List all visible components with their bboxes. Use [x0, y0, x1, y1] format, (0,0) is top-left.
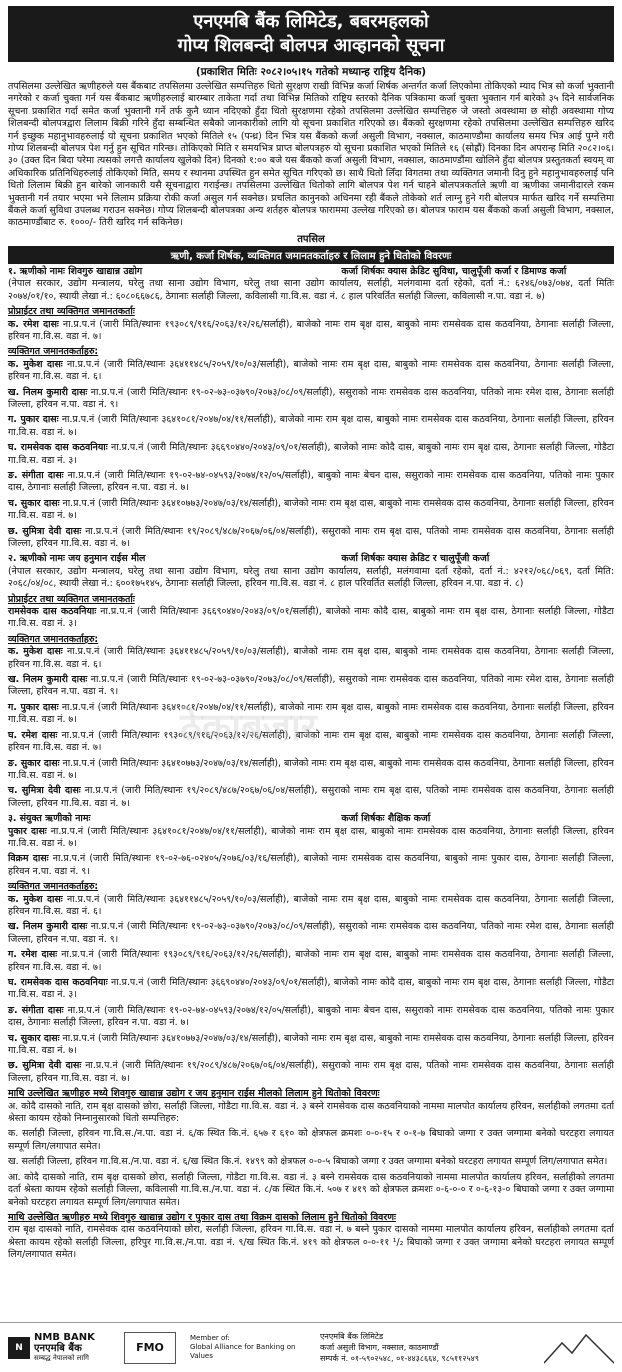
- person-details: ना.प्र.प.नं (जारी मिति/स्थानः १९-०२-७३-०३७९०/२०७३/०८/०९/सर्लाही), ससुराको नामः रामसेवक दास कठवनिया, पतिको नामः रमेश दास, ठेगानाः सर्लाही जिल्ला, हरिवन न.पा. वडा नं. ९।: [8, 674, 614, 698]
- person-name: ङ. सुकार दासः: [8, 757, 60, 769]
- fmo-logo: FMO: [124, 1332, 176, 1364]
- person-details: ना.प्र.प.नं (जारी मिति/स्थानः १९-०२-७४-०४५९३/२०७४/१२/०५/सर्लाही), बाबुको नामः बेचन दास, ससुराको नामः रामसेवक दास कठवनिया, पतिको नामः पुकार दास, ठेगानाः सर्लाही जिल्ला, हरिवन न.पा. वडा नं. ७।: [8, 1004, 615, 1029]
- gabv-block: [190, 1334, 310, 1361]
- guarantor-entry: [8, 414, 614, 439]
- guarantor-entry: [8, 470, 614, 495]
- nmb-logo: [8, 1332, 118, 1363]
- collateral-a-intro: अ. कोदै दासको नाति, राम बृक्ष दासको छोरा, सर्लाही जिल्ला, गोडैटा गा.वि.स. वडा नं. ३ बस्ने रामसेवक दास कठवनियाको नाममा मालपोत कार्यालय हरिवन, सर्लाहीको लगतमा दर्ता श्रेस्ता कायम रहेको निम्नानुसारको धितो सम्पत्तिहरु:: [8, 1100, 614, 1125]
- bank-name-np: एनएमबि बैंक: [34, 1343, 82, 1354]
- addr-line-1: एनएमबि बैंक लिमिटेड: [320, 1332, 384, 1341]
- person-name: पुकार दासः: [8, 825, 47, 837]
- registration-details: (नेपाल सरकार, उद्योग मन्त्रालय, घरेलु तथा साना उद्योग विभाग, घरेलु तथा साना उद्योग कार्यालय, सर्लाही, मलंगवामा दर्ता रहेको, दर्ता नं.: ४२१२/०६८/०६९, दर्ता मिति: २०६८/०४/०८, स्थायी लेखा नं.: ६००१७५१४५, ठेगानाः सर्लाही जिल्ला, हरिवन गा.वि.स. वडा नं. ८ हाल परिवर्तित सर्लाही जिल्ला, हरिवन न.पा. वडा नं. ८): [8, 565, 614, 590]
- person-details: ना.प्र.प.नं (जारी मिति/स्थानः ३६४१०७७३/२०४७/०३/१४/सर्लाही), बाजेको नामः राम बृक्ष दास, बाबुको नामः रामसेवक दास कठवनिया, ठेगानाः सर्लाही जिल्ला, हरिवन गा.वि.स. वडा नं. ७।: [8, 1032, 615, 1057]
- person-details: ना.प्र.प.नं (जारी मिति/स्थानः १९/२०८९/४८७/२०६७/०६/०४/सर्लाही), ससुराको नामः राम बृक्ष दास, पतिको नामः रामसेवक दास कठवनिया, ठेगानाः सर्लाही जिल्ला, हरिवन गा.वि.स. वडा नं. ७।: [8, 785, 614, 809]
- person-details: ना.प्र.प.नं (जारी मिति/स्थानः १९-०२-७३-०३७९०/२०७३/०८/०९/सर्लाही), ससुराको नामः रामसेवक दास कठवनिया, पतिको नामः रमेश दास, ठेगानाः सर्लाही जिल्ला, हरिवन न.पा. वडा नं. ९।: [8, 386, 614, 410]
- guarantor-heading: व्यक्तिगत जमानतकर्ताहरु:: [8, 346, 99, 358]
- member-label: Member of:: [190, 1334, 230, 1342]
- borrower-section: [8, 553, 614, 810]
- person-details: ना.प्र.प.नं (जारी मिति/स्थानः १९/२०८९/४८७/२०६७/०६/०४/सर्लाही), ससुराको नामः राम बृक्ष दास, पतिको नामः रामसेवक दास कठवनिया, ठेगानाः सर्लाही जिल्ला, हरिवन गा.वि.स. वडा नं. ७।: [8, 1060, 614, 1084]
- person-name: च. सुकार दासः: [8, 497, 60, 509]
- person-details: ना.प्र.प.नं (जारी मिति/स्थानः ३६६९०४४०/२०४३/०९/०१/सर्लाही), बाजेको नामः कोदै दास, बाबुको नामः राम बृक्ष दास, ठेगानाः सर्लाही जिल्ला, गोडैटा गा.वि.स. वडा नं. ३।: [8, 606, 614, 630]
- collateral-heading-1: माथि उल्लेखित ऋणीहरु मध्ये शिवगुरु खाद्यान्न उद्योग र जय हनुमान राईस मीलको लिलाम हुने धितोको विवरणः: [8, 1088, 380, 1100]
- person-name: च. सुमित्रा देवी दासः: [8, 785, 81, 797]
- person-name: ख. निलम कुमारी दासः: [8, 921, 88, 933]
- proprietor-heading: प्रोप्राईटर तथा व्यक्तिगत जमानतकर्ताः: [8, 306, 135, 318]
- borrower-row: [8, 266, 614, 278]
- person-details: ना.प्र.प.नं (जारी मिति/स्थानः ३६६९०४४०/२०४३/०९/०१/सर्लाही), बाजेको नामः कोदै दास, बाबुको नामः राम बृक्ष दास, ठेगानाः सर्लाही जिल्ला, गोडैटा गा.वि.स. वडा नं. ३।: [8, 977, 614, 1001]
- publish-date: (प्रकाशित मितिः २०८२।०५।१५ गतेको मध्यान्ह राष्ट्रिय दैनिक): [195, 66, 427, 78]
- schedule-title: तपसिल: [297, 233, 325, 245]
- borrower-name: १. ऋणीको नामः शिवगुरु खाद्यान्न उद्योग: [8, 265, 143, 277]
- person-details: ना.प्र.प.नं (जारी मिति/स्थानः ३६४१०७७३/२०४७/०३/१४/सर्लाही), बाजेको नामः राम बृक्ष दास, बाबुको नामः रामसेवक दास कठवनिया, ठेगानाः सर्लाही जिल्ला, हरिवन गा.वि.स. वडा नं. ७।: [8, 757, 615, 781]
- person-name: घ. रामसेवक दास कठवनियाः: [8, 442, 108, 454]
- person-name: ङ. संगीता दासः: [8, 469, 64, 481]
- guarantor-heading: व्यक्तिगत जमानतकर्ताहरु:: [8, 633, 99, 645]
- person-name: घ. रमेश दासः: [8, 729, 58, 741]
- person-name: ख. निलम कुमारी दासः: [8, 674, 88, 686]
- guarantor-entry: [8, 387, 614, 412]
- guarantor-entry: [8, 1005, 614, 1030]
- person-name: ग. रमेश दासः: [8, 949, 58, 961]
- collateral-section: [8, 1088, 614, 1261]
- addr-line-2: कर्जा असुली विभाग, नक्साल, काठमाण्डौं: [320, 1343, 439, 1352]
- guarantor-entry: [8, 674, 614, 699]
- person-details: ना.प्र.प.नं (जारी मिति/स्थानः १९/२०८९/४८७/२०६७/०६/०४/सर्लाही), ससुराको नामः राम बृक्ष दास, पतिको नामः रामसेवक दास कठवनिया, ठेगानाः सर्लाही जिल्ला, हरिवन गा.वि.स. वडा नं. ७।: [8, 525, 614, 549]
- person-details: ना.प्र.प.नं (जारी मिति/स्थानः ३६४११४८५/२०५९/१०/०३/सर्लाही), बाजेको नामः राम बृक्ष दास, बाबुको नामः रामसेवक दास कठवनिया, ठेगानाः सर्लाही जिल्ला, हरिवन गा.वि.स. वडा नं. ६।: [8, 358, 614, 383]
- proprietor-entry: [8, 319, 614, 344]
- person-details: ना.प्र.प.नं (जारी मिति/स्थानः १९३०८९/९१६/२०६३/१२/२६/सर्लाही), बाजेको नामः राम बृक्ष दास, बाबुको नामः रामसेवक दास कठवनिया, ठेगानाः सर्लाही जिल्ला, हरिवन गा.वि.स. वडा नं. ७।: [8, 729, 614, 754]
- collateral-aa: आ. कोदै दासको नाति, राम बृक्ष दासको छोरा, सर्लाही जिल्ला, गोडैटा गा.वि.स. वडा नं. ३ बस्ने रामसेवक दास कठवनियाको नाममा मालपोत कार्यालय हरिवन, सर्लाहीको लगतमा दर्ता श्रेस्ता कायम रहेको सर्लाही जिल्ला, कविलासी गा.वि.स./न.पा. वडा नं. ८/क स्थित कि.नं. ५०७ र ४१९ को क्षेत्रफल क्रमशः ०-६-०-० र ०-६-१३-० बिघाको जग्गा र उक्त जग्गामा बनेको घरटहरा लगायत सम्पूर्ण लिग/लगापात समेत।: [8, 1171, 614, 1208]
- person-name: ख. निलम कुमारी दासः: [8, 386, 88, 398]
- collateral-a-ka: क. सर्लाही जिल्ला, हरिवन गा.वि.स./न.पा. वडा नं. ६/क स्थित कि.नं. ६५७ र ६१० को क्षेत्रफल क्रमशः ०-०-१५ र ०-१-७ बिघाको जग्गा र उक्त जग्गामा बनेको घरटहरा लगायत सम्पूर्ण लिग/लगापात समेत।: [8, 1128, 614, 1152]
- footer: [0, 1322, 622, 1372]
- guarantor-entry: [8, 1033, 614, 1058]
- guarantor-entry: [8, 359, 614, 384]
- person-details: ना.प्र.प.नं (जारी मिति/स्थानः ३६४११४८५/२०५९/१०/०३/सर्लाही), बाजेको नामः राम बृक्ष दास, बाबुको नामः रामसेवक दास कठवनिया, ठेगानाः सर्लाही जिल्ला, हरिवन गा.वि.स. वडा नं. ६।: [8, 646, 614, 670]
- proprietor-heading: प्रोप्राईटर तथा व्यक्तिगत जमानतकर्ताः: [8, 593, 135, 605]
- guarantor-entry: [8, 977, 614, 1002]
- loan-title: कर्जा शिर्षकः क्यास क्रेडिट र चालुपूँजी कर्जा: [341, 553, 490, 565]
- person-details: ना.प्र.प.नं (जारी मिति/स्थानः ३६६९०४४०/२०४३/०९/०१/सर्लाही), बाजेको नामः कोदै दास, बाबुको नामः राम बृक्ष दास, ठेगानाः सर्लाही जिल्ला, गोडैटा गा.वि.स. वडा नं. ३।: [8, 442, 614, 466]
- borrower-row: [8, 553, 614, 565]
- person-details: ना.प्र.प.नं (जारी मिति/स्थानः १९३०८९/९१६/२०६३/१२/२६/सर्लाही), बाजेको नामः राम बृक्ष दास, बाबुको नामः रामसेवक दास कठवनिया, ठेगानाः सर्लाही जिल्ला, हरिवन गा.वि.स. वडा नं. ७।: [8, 949, 614, 973]
- borrower-section: [8, 813, 614, 1085]
- person-details: ना.प्र.प.नं (जारी मिति/स्थानः १९-०२-७३-०३७९०/२०७३/०८/०९/सर्लाही), ससुराको नामः रामसेवक दास कठवनिया, पतिको नामः रमेश दास, ठेगानाः सर्लाही जिल्ला, हरिवन न.पा. वडा नं. ९।: [8, 921, 614, 945]
- bank-tagline: सम्बद्ध नेपालको लागि: [34, 1354, 89, 1362]
- person-name: च. सुकार दासः: [8, 1032, 60, 1044]
- loan-title: कर्जा शिर्षकः क्यास क्रेडिट सुविधा, चालुपूँजी कर्जा र डिमाण्ड कर्जा: [341, 265, 567, 277]
- person-details: ना.प्र.प.नं (जारी मिति/स्थानः ३६४१०८१/२०४७/०४/११/सर्लाही), बाजेको नामः राम बृक्ष दास, बाबुको नामः रामसेवक दास कठवनिया, ठेगानाः सर्लाही जिल्ला, हरिवन गा.वि.स. वडा नं. ७।: [8, 825, 614, 849]
- person-details: ना.प्र.प.नं (जारी मिति/स्थानः ३६४११४८५/२०५९/१०/०३/सर्लाही), बाजेको नामः राम बृक्ष दास, बाबुको नामः रामसेवक दास कठवनिया, ठेगानाः सर्लाही जिल्ला, हरिवन गा.वि.स. वडा नं. ६।: [8, 893, 614, 917]
- guarantor-entry: [8, 894, 614, 919]
- collateral-b: राम बृक्ष दासको नाति, रामसेवक दास कठवनियाको छोरा, सर्लाही जिल्ला, हरिवन गा.वि.स. वडा नं. ७ बस्ने पुकार दासको नाममा मालपोत कार्यालय हरिवन, सर्लाहीको लगतमा दर्ता श्रेस्ता कायम रहेको सर्लाही जिल्ला, हरिपुर गा.वि.स./न.पा. वडा नं. ९/ख स्थित कि.नं. ४१९ को क्षेत्रफल ०-०-११ ¹/₂ बिघाको जग्गा र उक्त जग्गामा बनेको घरटहरा लगायत सम्पूर्ण लिग/लगापात समेत।: [8, 1224, 614, 1261]
- borrower-section: [8, 266, 614, 551]
- person-name: क. मुकेश दासः: [8, 646, 63, 658]
- guarantor-entry: [8, 949, 614, 974]
- collateral-a-kha: ख. सर्लाही जिल्ला, हरिवन गा.वि.स./न.पा. वडा नं. ६/ख स्थित कि.नं. १४९९ को क्षेत्रफल ०-०-५ बिघाको जग्गा र उक्त जग्गामा बनेको घरटहरा लगायत सम्पूर्ण लिग/लगापात समेत।: [8, 1156, 608, 1168]
- guarantor-entry: [8, 758, 614, 783]
- person-name: विक्रम दासः: [8, 853, 49, 865]
- person-name: क. मुकेश दासः: [8, 893, 63, 905]
- loan-title: कर्जा शिर्षकः शैक्षिक कर्जा: [341, 813, 431, 825]
- gabv-name: Global Alliance for Banking on Values: [190, 1343, 296, 1360]
- proprietor-entry: [8, 826, 614, 851]
- notice-header: [8, 6, 614, 62]
- watermark: ठेकाबजार: [180, 705, 317, 749]
- person-name: रामसेवक दास कठवनियाः: [8, 606, 97, 618]
- person-name: ङ. संगीता दासः: [8, 1004, 64, 1016]
- person-name: क. रमेश दासः: [8, 318, 59, 330]
- mountain-icon: [544, 1331, 614, 1365]
- borrower-row: [8, 813, 614, 825]
- person-name: छ. सुमित्रा देवी दासः: [8, 1060, 82, 1072]
- guarantor-entry: [8, 785, 614, 810]
- header-title-2: गोप्य शिलबन्दी बोलपत्र आव्हानको सूचना: [177, 35, 445, 56]
- collateral-heading-2: माथि उल्लेखित ऋणीहरु मध्ये शिवगुरु खाद्यान्न उद्योग र पुकार दास तथा विक्रम दासको लिलाम हुने धितोको विवरणः: [8, 1211, 396, 1223]
- person-details: ना.प्र.प.नं (जारी मिति/स्थानः १९-०२-७६-०२४०५/२०७६/०३/१६/सर्लाही), बाजेको नामः रामसेवक दास कठवनिया, बाबुको नामः पुकार दास, ठेगानाः सर्लाही जिल्ला, हरिवन न.पा. वडा नं. ९।: [8, 853, 614, 877]
- intro-text: तपसिलमा उल्लेखित ऋणीहरुले यस बैंकबाट तपसिलमा उल्लेखित सम्पत्तिहरु धितो सुरक्षण राखी विभिन्न कर्जा शिर्षक अन्तर्गत कर्जा लिएकोमा तोकिएको म्याद भित्र सो कर्जा भुक्तानी नगरेको र कर्जा चुक्ता गर्न यस बैंकबाट ऋणीहरुलाई बारम्बार ताकेता गर्दा तथा विभिन्न मितिको राष्ट्रिय स्तरको दैनिक पत्रिकामा कर्जा चुक्ता भुक्तान गर्न बारेको ३५ दिने सार्वजनिक सूचना प्रकाशित गर्दा समेत कर्जा भुक्तानी गर्ने तर्फ कुनै ध्यान नदिएको हुँदा धितो सुरक्षणमा रहेको तपसिलमा उल्लेखित सम्पत्तिहरु जे जस्तो अवस्थामा छ सोही अवस्थामा गोप्य शिलबन्दी बोलपत्रद्वारा लिलाम बिक्री गरिने हुँदा सम्बन्धित सबैको जानकारीको लागि यो सूचना प्रकाशित गरिएको छ। बैंकको सुरक्षणमा रहेको तपसिलमा उल्लेखित सम्पत्तिहरु खरिद गर्न इच्छुक महानुभावहरुलाई यो सूचना प्रकाशित भएको मितिले १५ (पन्ध्र) दिन भित्र यस बैंकको कर्जा असुली विभाग, नक्साल, काठमाण्डौमा कार्यालय समय भित्र आई पुग्ने गरी गोप्य शिलबन्दी बोलपत्र पेश गर्नु हुन सूचित गरिन्छ। तोकिएको मिति र समयभित्र प्राप्त बोलपत्रहरु यो सूचना प्रकाशित भएको मितिले १६ (सोह्रौं) दिनका दिन अपरान्ह मिति २०८२।०६।३० (उक्त दिन बिदा परेमा त्यसको लगत्तै कार्यालय खुलेको दिन) दिनको १:०० बजे यस बैंकको कर्जा असुली विभाग, नक्साल, काठमाण्डौंमा खोलिने हुँदा बोलपत्र प्रस्तुतकर्ता स्वयम् वा अधिकारिक प्रतिनिधिहरुलाई तोकिएको मिति, समय र स्थानमा उपस्थित हुन समेत सूचित गरिएको छ। साथै धितो लिँदा विगतमा तथा व्यक्तिगत जमानी दिनु हुने महानुभावहरुलाई पनि धितो लिलाम बिक्री हुन बारेको जानकारी यसै सूचनाद्वारा गराईन्छ। तपसिलमा उल्लेखित धितोको लागि बोलपत्र पेश गर्न चाहने बोलपत्रकर्ताले ऋणी वा ऋणीका जमानीदारले रकम भुक्तानी गर्न तयार भएमा भने लिलाम प्रक्रिया रोकी कर्जा असुल गर्न सक्नेछ। प्रचलित कानुनको अधिनमा रही बैंकले तोकेको शर्त लाग्नु हुने गरी बोलपत्र मार्फत खरिद गर्ने सम्पत्तिमा बैंकले कर्जा सुविधा उपलब्ध गराउन सक्नेछ। गोप्य शिलबन्दी बोलपत्रका अन्य शर्तहरु बोलपत्र फाराममा उल्लेख गरिएको छ। बोलपत्र फाराम यस बैंकको कर्जा असुली विभाग, नक्साल, काठमाण्डौंबाट रु. १०००/- तिरी खरिद गर्न सकिनेछ।: [8, 81, 614, 229]
- header-title-1: एनएमबि बैंक लिमिटेड, बबरमहलको: [193, 11, 429, 32]
- person-name: ग. पुकार दासः: [8, 414, 59, 426]
- nmb-logo-icon: N: [8, 1337, 30, 1359]
- proprietor-entry: [8, 606, 614, 631]
- guarantor-entry: [8, 442, 614, 467]
- guarantor-entry: [8, 1060, 614, 1085]
- guarantor-heading: व्यक्तिगत जमानतकर्ताहरु:: [8, 881, 99, 893]
- proprietor-entry: [8, 853, 614, 878]
- person-name: छ. सुमित्रा देवी दासः: [8, 525, 82, 537]
- person-details: ना.प्र.प.नं (जारी मिति/स्थानः ३६४१०८१/२०४७/०४/११/सर्लाही), बाजेको नामः राम बृक्ष दास, बाबुको नामः रामसेवक दास कठवनिया, ठेगानाः सर्लाही जिल्ला, हरिवन गा.वि.स. वडा नं. ७।: [8, 701, 615, 726]
- guarantor-entry: [8, 646, 614, 671]
- guarantor-entry: [8, 526, 614, 551]
- person-name: ग. पुकार दासः: [8, 701, 59, 713]
- bank-name-en: NMB BANK: [34, 1332, 95, 1343]
- registration-details: (नेपाल सरकार, उद्योग मन्त्रालय, घरेलु तथा साना उद्योग विभाग, घरेलु तथा साना उद्योग कार्यालय, सर्लाही, मलंगवामा दर्ता रहेको, दर्ता नं.: ६२४६/०७३/०७४, दर्ता मितिः २०७४/०१/१०, स्थायी लेखा नं.: ६०८०६६७८६, ठेगानाः सर्लाही जिल्ला, कविलासी गा.वि.स. वडा नं. ८ हाल परिवर्तित सर्लाही जिल्ला, कविलासी न.पा. वडा नं. ७): [8, 278, 614, 302]
- addr-line-3: सम्पर्क नं. ०१-५९०२५४८, ०१-४४३८६६४, ९८५११२५४९: [320, 1354, 479, 1363]
- sections-container: [8, 266, 614, 1085]
- person-details: ना.प्र.प.नं (जारी मिति/स्थानः ३६४१०७७३/२०४७/०३/१४/सर्लाही), बाजेको नामः राम बृक्ष दास, बाबुको नामः रामसेवक दास कठवनिया, ठेगानाः सर्लाही जिल्ला, हरिवन गा.वि.स. वडा नं. ७।: [8, 497, 615, 522]
- person-details: ना.प्र.प.नं (जारी मिति/स्थानः १९-०२-७४-०४५९३/२०७४/१२/०५/सर्लाही), बाबुको नामः बेचन दास, ससुराको नामः रामसेवक दास कठवनिया, पतिको नामः पुकार दास, ठेगानाः सर्लाही जिल्ला, हरिवन न.पा. वडा नं. ७।: [8, 469, 615, 494]
- person-details: ना.प्र.प.नं (जारी मिति/स्थानः ३६४१०८१/२०४७/०४/११/सर्लाही), बाजेको नामः राम बृक्ष दास, बाबुको नामः रामसेवक दास कठवनिया, ठेगानाः सर्लाही जिल्ला, हरिवन गा.वि.स. वडा नं. ७।: [8, 414, 615, 438]
- person-name: क. मुकेश दासः: [8, 358, 63, 370]
- borrower-name: ३. संयुक्त ऋणीको नामः: [8, 813, 91, 825]
- person-name: घ. रामसेवक दास कठवनियाः: [8, 977, 108, 988]
- guarantor-entry: [8, 498, 614, 523]
- guarantor-entry: [8, 921, 614, 946]
- person-details: ना.प्र.प.नं (जारी मिति/स्थानः १९३०८९/९१६/२०६३/१२/२६/सर्लाही), बाजेको नामः राम बृक्ष दास, बाबुको नामः रामसेवक दास कठवनिया, ठेगानाः सर्लाही जिल्ला, हरिवन गा.वि.स. वडा नं. ७।: [8, 318, 615, 342]
- schedule-bar: ऋणी, कर्जा शिर्षक, व्यक्तिगत जमानतकर्ताहरु र लिलाम हुने धितोको विवरणः: [8, 246, 614, 264]
- contact-address: [320, 1331, 520, 1364]
- borrower-name: २. ऋणीको नामः जय हनुमान राईस मील: [8, 553, 146, 565]
